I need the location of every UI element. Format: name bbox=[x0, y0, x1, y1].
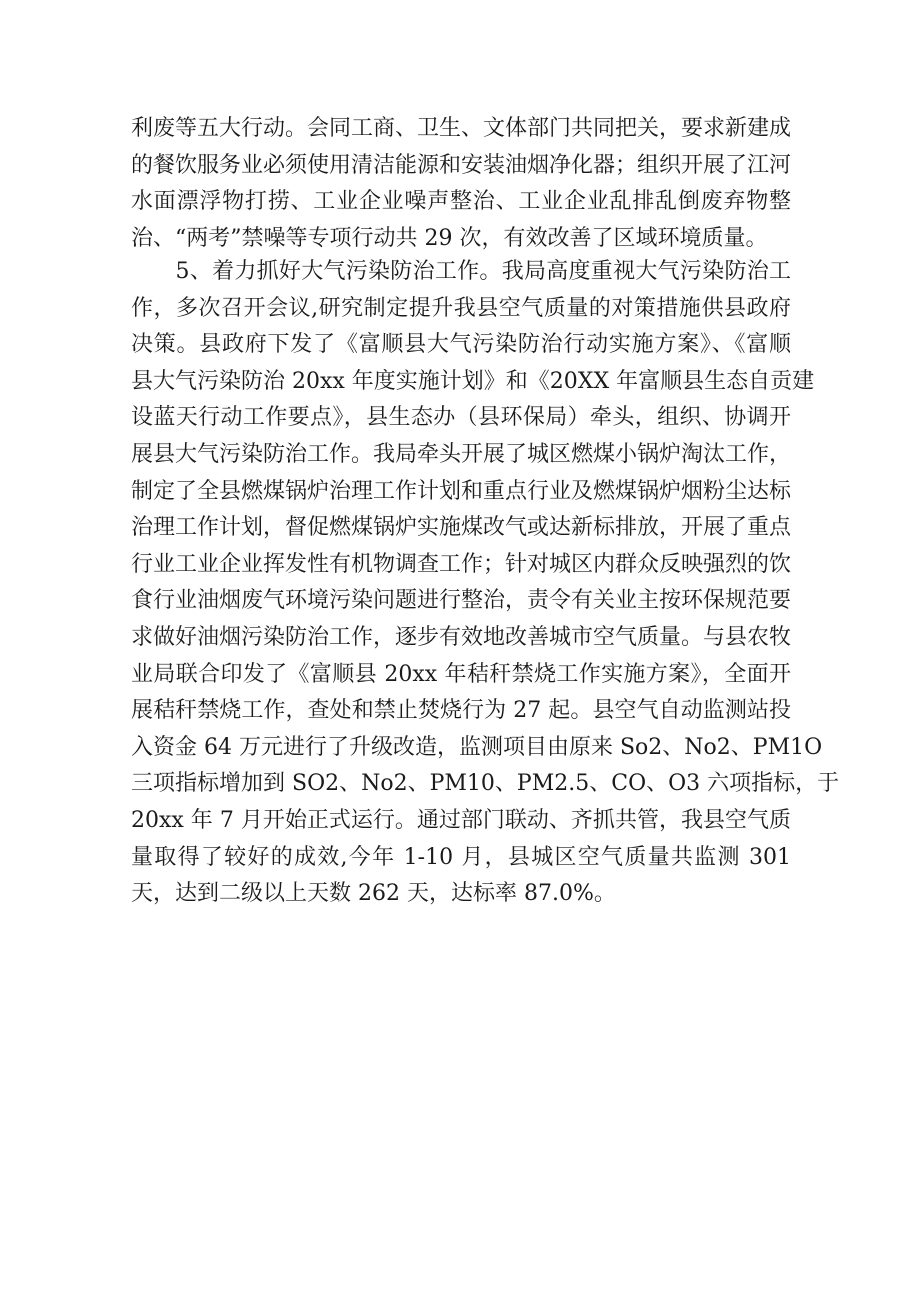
text-line: 治理工作计划，督促燃煤锅炉实施煤改气或达新标排放，开展了重点 bbox=[131, 515, 792, 541]
paragraph-1 bbox=[131, 111, 791, 257]
text-line: 求做好油烟污染防治工作，逐步有效地改善城市空气质量。与县农牧 bbox=[131, 624, 792, 650]
text-line: 20xx 年 7 月开始正式运行。通过部门联动、齐抓共管，我县空气质 bbox=[131, 807, 791, 833]
text-line: 展秸秆禁烧工作，查处和禁止焚烧行为 27 起。县空气自动监测站投 bbox=[131, 698, 791, 724]
text-line: 食行业油烟废气环境污染问题进行整治，责令有关业主按环保规范要 bbox=[131, 588, 792, 614]
text-line: 入资金 64 万元进行了升级改造，监测项目由原来 So2、No2、PM1O bbox=[131, 734, 823, 760]
text-line: 制定了全县燃煤锅炉治理工作计划和重点行业及燃煤锅炉烟粉尘达标 bbox=[131, 478, 792, 504]
text-line: 设蓝天行动工作要点》，县生态办（县环保局）牵头，组织、协调开 bbox=[131, 405, 791, 431]
text-line: 业局联合印发了《富顺县 20xx 年秸秆禁烧工作实施方案》，全面开 bbox=[131, 661, 791, 687]
text-line: 治、“两考”禁噪等专项行动共 29 次，有效改善了区域环境质量。 bbox=[131, 225, 768, 251]
paragraph-2 bbox=[131, 254, 840, 913]
text-line: 水面漂浮物打捞、工业企业噪声整治、工业企业乱排乱倒废弃物整 bbox=[131, 189, 791, 215]
text-line: 县大气污染防治 20xx 年度实施计划》和《20XX 年富顺县生态自贡建 bbox=[131, 368, 815, 394]
text-line: 展县大气污染防治工作。我局牵头开展了城区燃煤小锅炉淘汰工作， bbox=[131, 441, 792, 467]
text-line: 量取得了较好的成效,今年 1-10 月，县城区空气质量共监测 301 bbox=[131, 844, 791, 870]
text-line: 三项指标增加到 SO2、No2、PM10、PM2.5、CO、O3 六项指标，于 bbox=[131, 771, 840, 797]
text-line: 行业工业企业挥发性有机物调查工作；针对城区内群众反映强烈的饮 bbox=[131, 551, 792, 577]
text-line: 的餐饮服务业必须使用清洁能源和安装油烟净化器；组织开展了江河 bbox=[131, 152, 792, 178]
text-line: 作，多次召开会议,研究制定提升我县空气质量的对策措施供县政府 bbox=[131, 295, 791, 321]
text-line: 利废等五大行动。会同工商、卫生、文体部门共同把关，要求新建成 bbox=[131, 116, 792, 141]
text-line: 5、着力抓好大气污染防治工作。我局高度重视大气污染防治工 bbox=[131, 259, 791, 284]
text-line: 天，达到二级以上天数 262 天，达标率 87.0%。 bbox=[131, 881, 616, 907]
text-line: 决策。县政府下发了《富顺县大气污染防治行动实施方案》、《富顺 bbox=[131, 332, 791, 358]
